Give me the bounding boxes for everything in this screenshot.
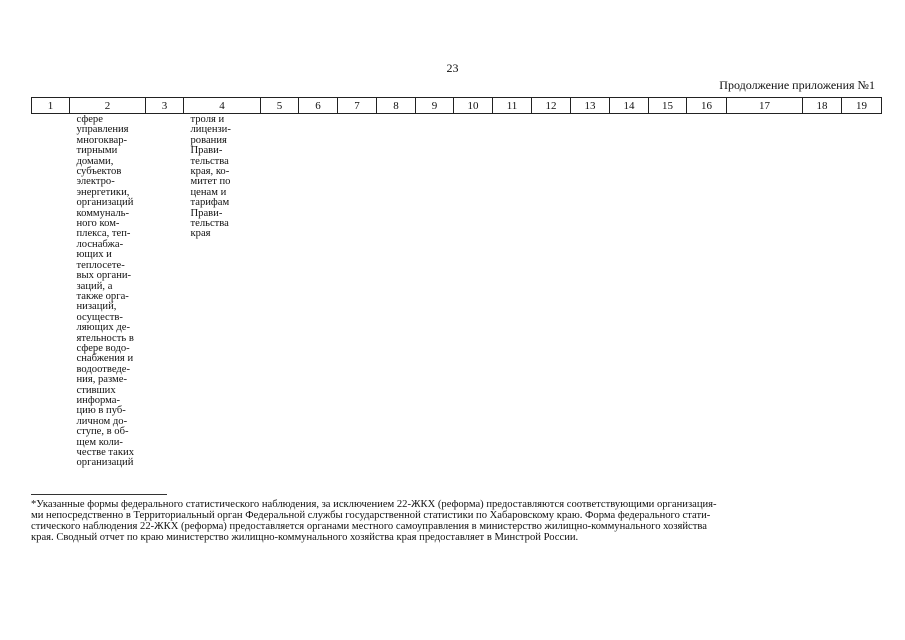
cell-col-17 bbox=[727, 114, 803, 469]
footnote-line-1: *Указанные формы федерального статистического наблюдения, за исключением 22-ЖКХ (реформа) предоставляются соответствующими организация- bbox=[31, 499, 717, 510]
cell-col-5 bbox=[261, 114, 299, 469]
footnote-line-4: края. Сводный отчет по краю министерство жилищно-коммунального хозяйства края предоставляет в Минстрой России. bbox=[31, 532, 579, 543]
cell-col-19 bbox=[842, 114, 882, 469]
col-header-14: 14 bbox=[610, 98, 649, 114]
page-number: 23 bbox=[446, 61, 459, 75]
cell-col-9 bbox=[416, 114, 454, 469]
footnote bbox=[31, 499, 876, 543]
footnote-divider bbox=[31, 494, 167, 495]
col4-responsible-text: троля и лицензи- рования Прави- тельства края, ко- митет по ценам и тарифам Прави- тельства края bbox=[190, 114, 231, 240]
col-header-1: 1 bbox=[32, 98, 70, 114]
col-header-7: 7 bbox=[338, 98, 377, 114]
cell-col-15 bbox=[649, 114, 687, 469]
col-header-3: 3 bbox=[146, 98, 184, 114]
col-header-2: 2 bbox=[70, 98, 146, 114]
continuation-label: Продолжение приложения №1 bbox=[719, 78, 875, 92]
header-row bbox=[32, 98, 882, 114]
cell-col-1 bbox=[32, 114, 70, 469]
cell-col-14 bbox=[610, 114, 649, 469]
footnote-line-3: стического наблюдения 22-ЖКХ (реформа) предоставляется органами местного самоуправления в министерство жилищно-коммунального хозяйства bbox=[31, 521, 707, 532]
cell-col-6 bbox=[299, 114, 338, 469]
col-header-6: 6 bbox=[299, 98, 338, 114]
col-header-5: 5 bbox=[261, 98, 299, 114]
cell-col-4 bbox=[184, 114, 261, 469]
cell-col-10 bbox=[454, 114, 493, 469]
col-header-13: 13 bbox=[571, 98, 610, 114]
col-header-17: 17 bbox=[727, 98, 803, 114]
col-header-12: 12 bbox=[532, 98, 571, 114]
cell-col-7 bbox=[338, 114, 377, 469]
cell-col-2 bbox=[70, 114, 146, 469]
cell-col-16 bbox=[687, 114, 727, 469]
col-header-10: 10 bbox=[454, 98, 493, 114]
col-header-9: 9 bbox=[416, 98, 454, 114]
footnote-line-2: ми непосредственно в Территориальный орган Федеральной службы государственной статистики по Хабаровскому краю. Форма федерального стати- bbox=[31, 510, 711, 521]
cell-col-12 bbox=[532, 114, 571, 469]
col-header-8: 8 bbox=[377, 98, 416, 114]
col-header-19: 19 bbox=[842, 98, 882, 114]
col-header-15: 15 bbox=[649, 98, 687, 114]
cell-col-13 bbox=[571, 114, 610, 469]
col-header-18: 18 bbox=[803, 98, 842, 114]
cell-col-18 bbox=[803, 114, 842, 469]
cell-col-3 bbox=[146, 114, 184, 469]
col-header-16: 16 bbox=[687, 98, 727, 114]
col-header-4: 4 bbox=[184, 98, 261, 114]
table-row bbox=[32, 114, 882, 469]
col2-indicator-text: сфере управления многоквар- тирными домами, субъектов электро- энергетики, организаций коммуналь- ного ком- плекса, теп- лоснабжа- ющих и теплосете- вых органи- заций, а также орга- низаций, осуществ- ляющих де- ятельность в сфере водо- снабжения и водоотведе- ния, разме- стивших информа- цию в пуб- личном до- ступе, в об- щем коли- честве таких организаций bbox=[76, 114, 134, 469]
data-table bbox=[31, 97, 882, 469]
col-header-11: 11 bbox=[493, 98, 532, 114]
cell-col-8 bbox=[377, 114, 416, 469]
cell-col-11 bbox=[493, 114, 532, 469]
